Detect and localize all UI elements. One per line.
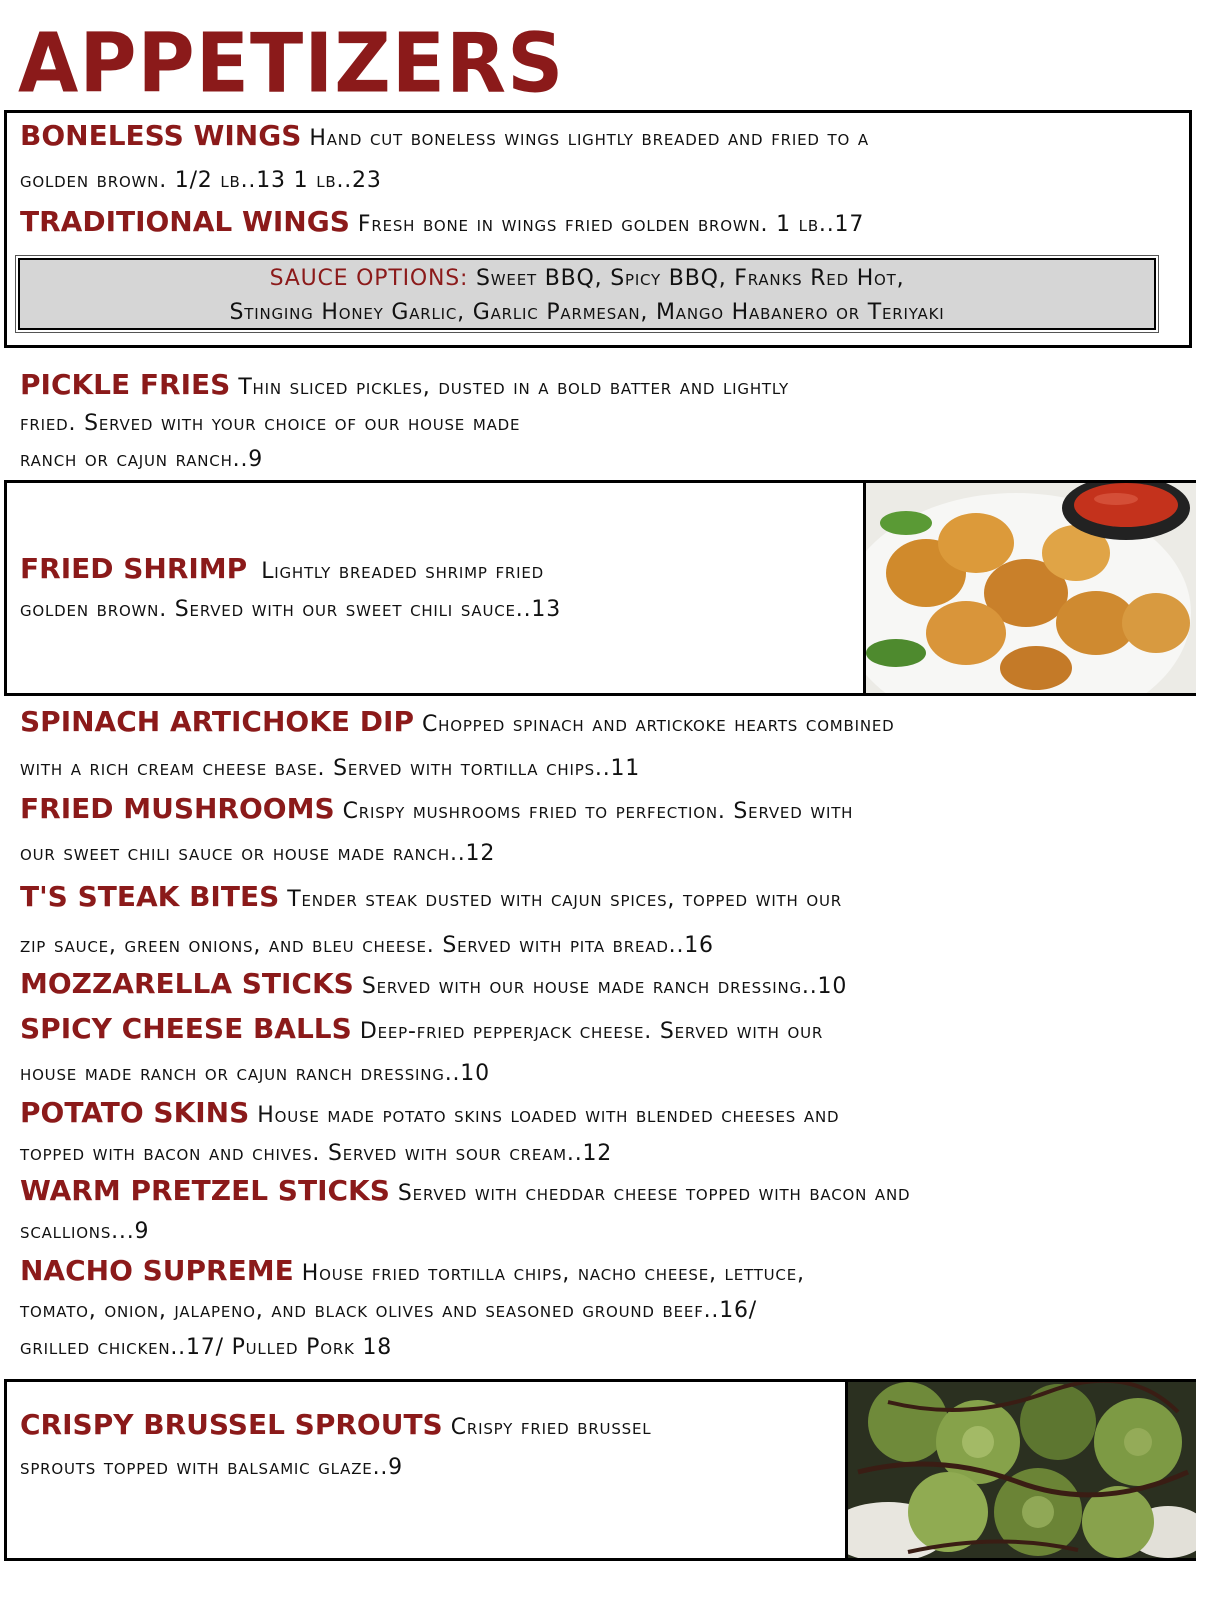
- fried-shrimp-image: [866, 483, 1196, 693]
- sauce-options-panel: [18, 258, 1156, 330]
- item-name: SPINACH ARTICHOKE DIP: [20, 705, 414, 738]
- item-name: PICKLE FRIES: [20, 368, 231, 401]
- brussel-sprouts-image: [848, 1382, 1196, 1558]
- item-desc: house made ranch or cajun ranch dressing..10: [20, 1061, 490, 1086]
- item-name: BONELESS WINGS: [20, 119, 302, 152]
- item-name: CRISPY BRUSSEL SPROUTS: [20, 1408, 443, 1441]
- menu-item-mozzarella-sticks: [20, 964, 847, 1007]
- item-name: POTATO SKINS: [20, 1096, 250, 1129]
- item-name: NACHO SUPREME: [20, 1254, 294, 1287]
- item-desc: Served with our house made ranch dressing..10: [361, 974, 848, 999]
- item-desc: scallions...9: [20, 1219, 150, 1244]
- item-desc: golden brown. Served with our sweet chili sauce..13: [20, 597, 561, 622]
- brussel-sprouts-photo: [845, 1382, 1196, 1558]
- item-desc: Crispy mushrooms fried to perfection. Served with: [342, 799, 854, 824]
- menu-item-pickle-fries: [20, 367, 789, 478]
- item-desc: House made potato skins loaded with blended cheeses and: [257, 1103, 840, 1128]
- menu-item-warm-pretzel-sticks: [20, 1172, 910, 1251]
- item-desc: with a rich cream cheese base. Served with tortilla chips..11: [20, 756, 641, 781]
- fried-shrimp-photo: [863, 483, 1196, 693]
- menu-item-crispy-brussel-sprouts: [20, 1405, 651, 1488]
- item-desc: Crispy fried brussel: [450, 1415, 652, 1440]
- menu-item-boneless-wings: [20, 116, 869, 201]
- item-name: MOZZARELLA STICKS: [20, 967, 354, 1000]
- item-desc: fried. Served with your choice of our house made: [20, 411, 521, 436]
- item-desc: Fresh bone in wings fried golden brown. 1 lb..17: [357, 212, 865, 237]
- sauce-options-line: Stinging Honey Garlic, Garlic Parmesan, Mango Habanero or Teriyaki: [229, 300, 945, 325]
- item-name: FRIED MUSHROOMS: [20, 792, 335, 825]
- item-name: SPICY CHEESE BALLS: [20, 1012, 352, 1045]
- item-desc: our sweet chili sauce or house made ranch..12: [20, 841, 496, 866]
- menu-item-spicy-cheese-balls: [20, 1008, 823, 1095]
- item-desc: sprouts topped with balsamic glaze..9: [20, 1455, 403, 1480]
- item-desc: Chopped spinach and artickoke hearts combined: [421, 712, 895, 737]
- item-name: FRIED SHRIMP: [20, 552, 248, 585]
- item-desc: topped with bacon and chives. Served with sour cream..12: [20, 1141, 613, 1166]
- sauce-options-line: Sweet BBQ, Spicy BBQ, Franks Red Hot,: [476, 266, 905, 291]
- item-desc: ranch or cajun ranch..9: [20, 447, 264, 472]
- sauce-options-label: SAUCE OPTIONS:: [269, 266, 469, 291]
- menu-item-spinach-artichoke-dip: [20, 700, 895, 791]
- menu-item-potato-skins: [20, 1094, 839, 1173]
- item-desc: zip sauce, green onions, and bleu cheese. Served with pita bread..16: [20, 933, 714, 958]
- menu-item-traditional-wings: [20, 202, 864, 245]
- item-desc: golden brown. 1/2 lb..13 1 lb..23: [20, 168, 382, 193]
- item-desc: grilled chicken..17/ Pulled Pork 18: [20, 1335, 393, 1360]
- menu-item-fried-mushrooms: [20, 788, 853, 875]
- menu-item-steak-bites: [20, 874, 842, 969]
- item-desc: Served with cheddar cheese topped with bacon and: [397, 1181, 911, 1206]
- item-desc: tomato, onion, jalapeno, and black olives and seasoned ground beef..16/: [20, 1298, 758, 1323]
- menu-item-nacho-supreme: [20, 1252, 805, 1366]
- item-name: TRADITIONAL WINGS: [20, 205, 350, 238]
- item-desc: Tender steak dusted with cajun spices, topped with our: [287, 887, 842, 912]
- item-desc: House fried tortilla chips, nacho cheese, lettuce,: [301, 1261, 805, 1286]
- menu-item-fried-shrimp: [20, 550, 561, 629]
- item-desc: Deep-fried pepperjack cheese. Served with our: [359, 1019, 824, 1044]
- item-name: T'S STEAK BITES: [20, 880, 280, 913]
- item-desc: Hand cut boneless wings lightly breaded and fried to a: [309, 126, 869, 151]
- item-name: WARM PRETZEL STICKS: [20, 1174, 390, 1207]
- item-desc: Thin sliced pickles, dusted in a bold batter and lightly: [238, 375, 789, 400]
- item-desc: Lightly breaded shrimp fried: [261, 559, 545, 584]
- page-title: APPETIZERS: [18, 16, 565, 112]
